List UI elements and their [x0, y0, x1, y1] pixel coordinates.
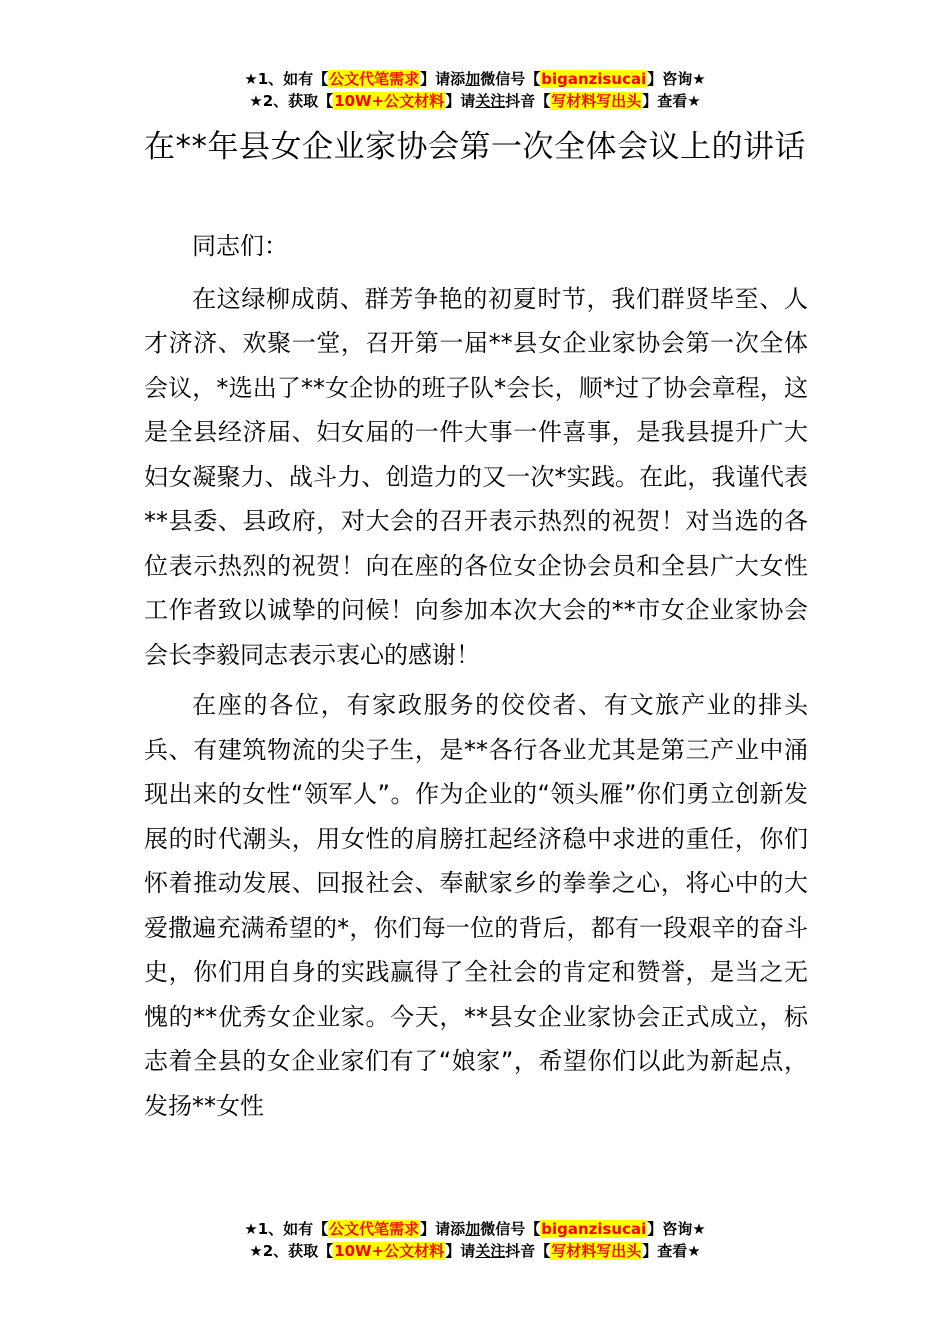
highlight-wechat-id: biganzisucai	[541, 1220, 647, 1238]
document-body	[144, 224, 808, 1128]
promo-line-1: ★1、如有【公文代笔需求】请添加微信号【biganzisucai】咨询★	[244, 1220, 706, 1238]
footer-promo-banner	[0, 1218, 950, 1262]
highlight-service: 公文代笔需求	[329, 70, 420, 88]
highlight-materials: 10W+公文材料	[334, 92, 445, 110]
greeting: 同志们：	[192, 232, 288, 260]
promo-line-2: ★2、获取【10W+公文材料】请关注抖音【写材料写出头】查看★	[249, 1242, 701, 1260]
highlight-wechat-id: biganzisucai	[541, 70, 647, 88]
paragraph-1: 在这绿柳成荫、群芳争艳的初夏时节，我们群贤毕至、人才济济、欢聚一堂，召开第一届**县女企业家协会第一次全体会议，*选出了**女企协的班子队*会长，顺*过了协会章程，这是全县经济届、妇女届的一件大事一件喜事，是我县提升广大妇女凝聚力、战斗力、创造力的又一次*实践。在此，我谨代表**县委、县政府，对大会的召开表示热烈的祝贺！对当选的各位表示热烈的祝贺！向在座的各位女企协会员和全县广大女性工作者致以诚挚的问候！向参加本次大会的**市女企业家协会会长李毅同志表示衷心的感谢！	[144, 284, 808, 669]
document-title: 在**年县女企业家协会第一次全体会议上的讲话	[144, 129, 806, 165]
highlight-douyin-account: 写材料写出头	[551, 1242, 642, 1260]
promo-line-1: ★1、如有【公文代笔需求】请添加微信号【biganzisucai】咨询★	[244, 70, 706, 88]
highlight-service: 公文代笔需求	[329, 1220, 420, 1238]
highlight-douyin-account: 写材料写出头	[551, 92, 642, 110]
header-promo-banner	[0, 68, 950, 112]
promo-line-2: ★2、获取【10W+公文材料】请关注抖音【写材料写出头】查看★	[249, 92, 701, 110]
highlight-materials: 10W+公文材料	[334, 1242, 445, 1260]
paragraph-2: 在座的各位，有家政服务的佼佼者、有文旅产业的排头兵、有建筑物流的尖子生，是**各行各业尤其是第三产业中涌现出来的女性“领军人”。作为企业的“领头雁”你们勇立创新发展的时代潮头，用女性的肩膀扛起经济稳中求进的重任，你们怀着推动发展、回报社会、奉献家乡的拳拳之心，将心中的大爱撒遍充满希望的*，你们每一位的背后，都有一段艰辛的奋斗史，你们用自身的实践赢得了全社会的肯定和赞誉，是当之无愧的**优秀女企业家。今天，**县女企业家协会正式成立，标志着全县的女企业家们有了“娘家”，希望你们以此为新起点，发扬**女性	[144, 691, 808, 1120]
